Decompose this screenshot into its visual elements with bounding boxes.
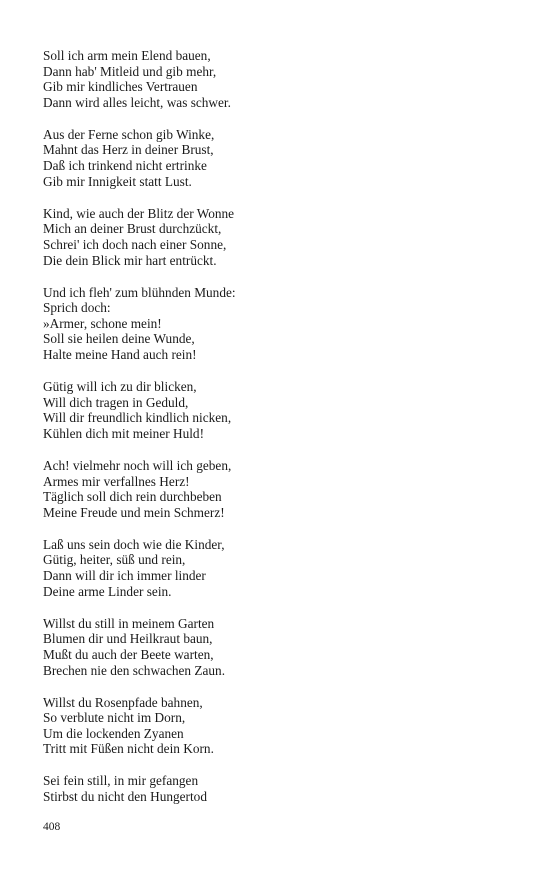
poem-line: Will dich tragen in Geduld,	[43, 394, 189, 410]
stanza	[43, 458, 513, 520]
stanza	[43, 206, 513, 268]
poem-line: Sprich doch:	[43, 300, 111, 316]
stanza	[43, 537, 513, 599]
poem-line: Kühlen dich mit meiner Huld!	[43, 425, 205, 441]
poem-line: Täglich soll dich rein durchbeben	[43, 489, 222, 505]
poem-line: Gib mir Innigkeit statt Lust.	[43, 173, 192, 189]
poem-line: Dann will dir ich immer linder	[43, 568, 206, 584]
page-number: 408	[43, 821, 61, 833]
poem-line: Aus der Ferne schon gib Winke,	[43, 126, 215, 142]
poem-line: Meine Freude und mein Schmerz!	[43, 504, 225, 520]
poem-line: Blumen dir und Heilkraut baun,	[43, 631, 213, 647]
stanza	[43, 127, 513, 189]
poem-line: Um die lockenden Zyanen	[43, 725, 184, 741]
poem-line: Willst du still in meinem Garten	[43, 615, 215, 631]
stanza	[43, 285, 513, 363]
poem-line: Soll sie heilen deine Wunde,	[43, 331, 195, 347]
poem-line: Will dir freundlich kindlich nicken,	[43, 410, 232, 426]
poem-line: Dann wird alles leicht, was schwer.	[43, 94, 231, 110]
poem-line: Mich an deiner Brust durchzückt,	[43, 221, 222, 237]
poem-line: Mußt du auch der Beete warten,	[43, 646, 214, 662]
poem-line: Halte meine Hand auch rein!	[43, 347, 197, 362]
stanza	[43, 695, 513, 757]
poem-line: Tritt mit Füßen nicht dein Korn.	[43, 741, 214, 757]
poem-line: Kind, wie auch der Blitz der Wonne	[43, 205, 235, 221]
poem-line: Gütig will ich zu dir blicken,	[43, 379, 197, 395]
poem-line: Schrei' ich doch nach einer Sonne,	[43, 236, 227, 252]
poem-line: Daß ich trinkend nicht ertrinke	[43, 158, 207, 174]
poem-line: Willst du Rosenpfade bahnen,	[43, 694, 203, 710]
poem-line: Deine arme Linder sein.	[43, 583, 172, 599]
poem-line: Und ich fleh' zum blühnden Munde:	[43, 284, 236, 300]
poem-line: Armes mir verfallnes Herz!	[43, 473, 190, 489]
poem-text	[43, 48, 513, 821]
stanza	[43, 616, 513, 678]
poem-line: Gütig, heiter, süß und rein,	[43, 552, 186, 568]
poem-line: Mahnt das Herz in deiner Brust,	[43, 142, 214, 158]
poem-line: »Armer, schone mein!	[43, 315, 162, 331]
poem-line: Brechen nie den schwachen Zaun.	[43, 662, 226, 678]
poem-line: Dann hab' Mitleid und gib mehr,	[43, 63, 217, 79]
stanza	[43, 48, 513, 110]
poem-line: So verblute nicht im Dorn,	[43, 710, 186, 726]
stanza	[43, 773, 513, 804]
poem-line: Die dein Blick mir hart entrückt.	[43, 252, 217, 268]
poem-line: Laß uns sein doch wie die Kinder,	[43, 536, 225, 552]
poem-line: Soll ich arm mein Elend bauen,	[43, 48, 211, 63]
stanza	[43, 379, 513, 441]
poem-line: Stirbst du nicht den Hungertod	[43, 789, 207, 805]
poem-line: Ach! vielmehr noch will ich geben,	[43, 457, 232, 473]
poem-line: Sei fein still, in mir gefangen	[43, 773, 199, 789]
poem-line: Gib mir kindliches Vertrauen	[43, 79, 198, 95]
